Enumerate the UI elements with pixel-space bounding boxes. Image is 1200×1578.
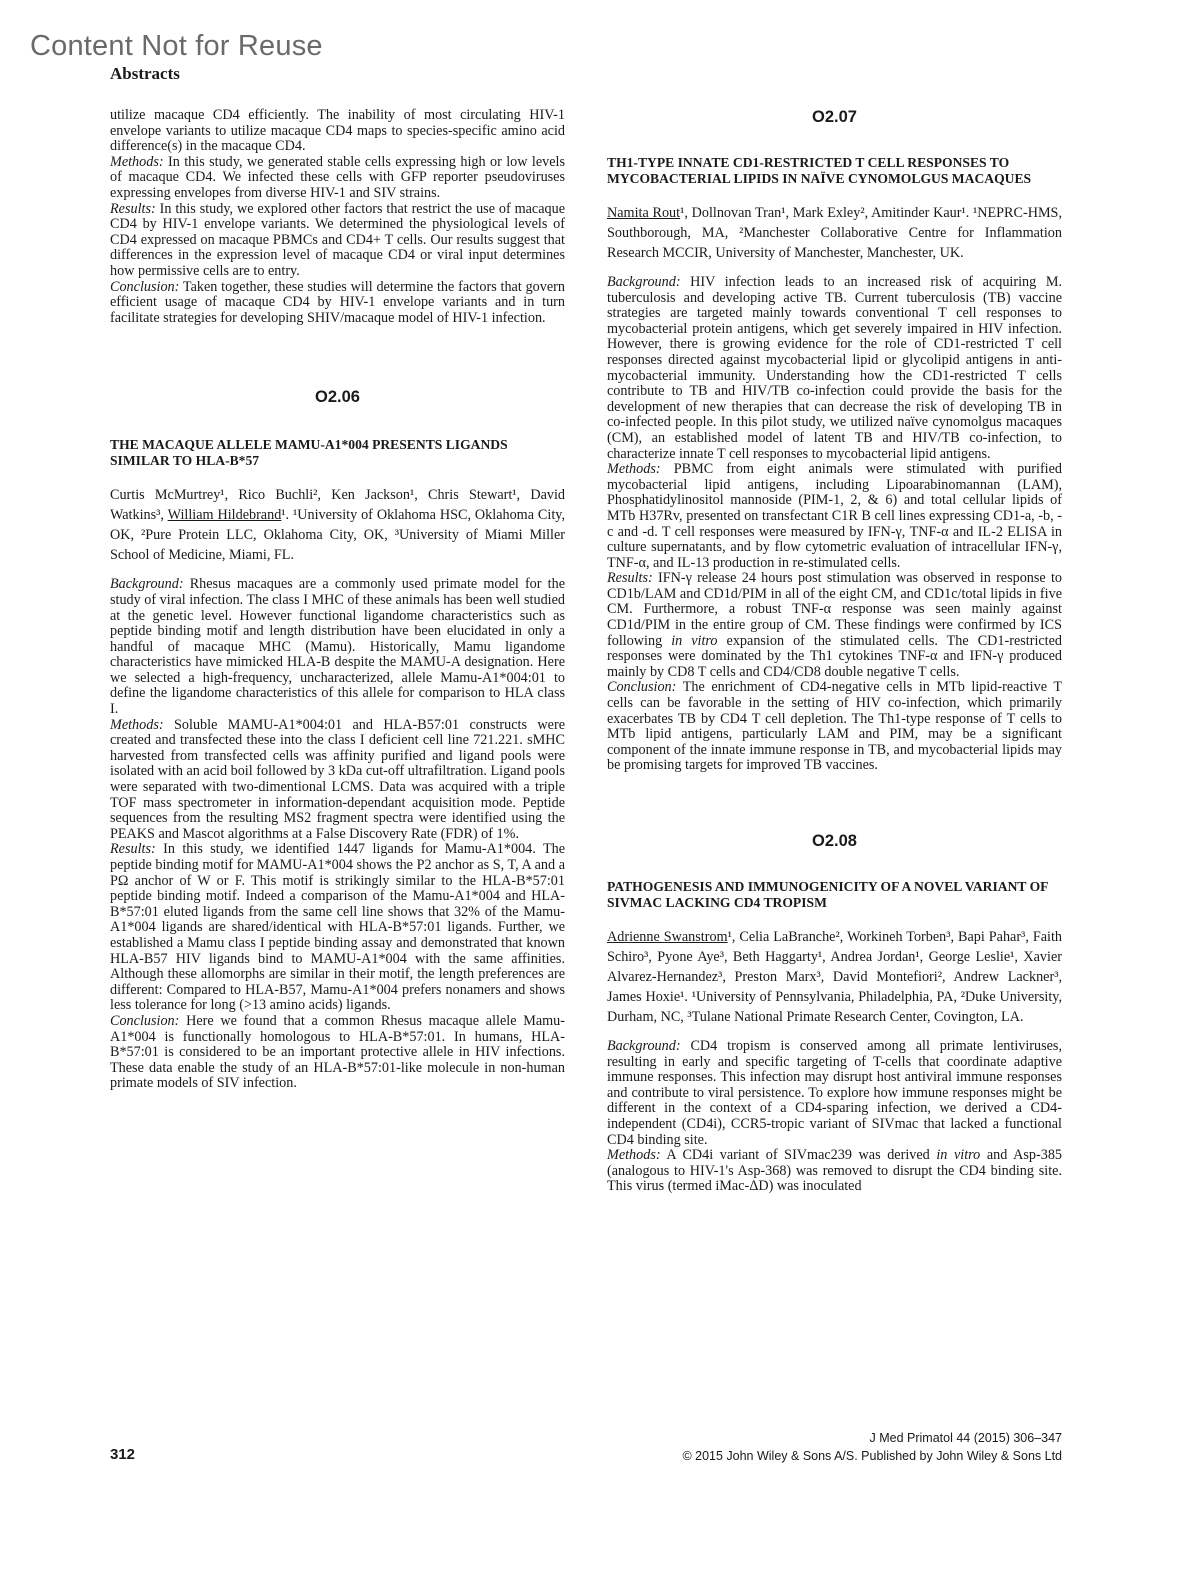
presenting-author: Namita Rout [607, 205, 681, 221]
background-text: HIV infection leads to an increased risk of acquiring M. tuberculosis and developing active TB. Current tuberculosis (TB) vaccine strategies are targeted mainly towards conventional T cell responses to mycobacterial protein antigens, which get severely impaired in HIV infection. However, there is growing evidence for the role of CD1-restricted T cell responses directed against mycobacterial lipid or glycolipid antigens in anti-mycobacterial immunity. Understanding how the CD1-restricted T cells contribute to TB and HIV/TB co-infection could provide the basis for the development of new therapies that can decrease the risk of developing TB in co-infected people. In this pilot study, we utilized naïve cynomolgus macaques (CM), an established model of latent TB and HIV/TB co-infection, to characterize innate T cell responses to mycobacterial lipid antigens. [607, 274, 1062, 462]
author-list [607, 203, 1062, 263]
methods-label: Methods: [607, 1147, 661, 1164]
results-text-continued: expansion of the stimulated cells. The CD1-restricted responses were dominated by the Th1 cytokines TNF-α and IFN-γ produced mainly by CD8 T cells and CD4/CD8 double negative T cells. [607, 632, 1063, 680]
author-list [110, 485, 565, 565]
methods-label: Methods: [607, 461, 661, 478]
authors-text: ¹, Dollnovan Tran¹, Mark Exley², Amitinder Kaur¹. ¹NEPRC-HMS, Southborough, MA, ²Manchester Collaborative Centre for Inflammation Research MCCIR, University of Manchester, Manchester, UK. [607, 205, 1062, 261]
results-label: Results: [110, 200, 156, 217]
abstract-title: TH1-TYPE INNATE CD1-RESTRICTED T CELL RESPONSES TO MYCOBACTERIAL LIPIDS IN NAÏVE CYNOMOLGUS MACAQUES [607, 155, 1032, 186]
abstract-title: PATHOGENESIS AND IMMUNOGENICITY OF A NOVEL VARIANT OF SIVMAC LACKING CD4 TROPISM [607, 879, 1048, 910]
abstract-id: O2.06 [315, 388, 360, 407]
author-list [607, 927, 1062, 1027]
abstract-body [110, 577, 565, 1092]
background-label: Background: [110, 576, 184, 593]
results-label: Results: [607, 570, 653, 587]
section-heading: Abstracts [110, 64, 180, 83]
continued-intro: utilize macaque CD4 efficiently. The inability of most circulating HIV-1 envelope variants to utilize macaque CD4 maps to species-specific amino acid difference(s) in the macaque CD4. [110, 107, 565, 155]
conclusion-text: The enrichment of CD4-negative cells in MTb lipid-reactive T cells can be favorable in the setting of HIV co-infection, which primarily exacerbates TB by CD4 T cell depletion. The Th1-type response of T cells to MTb lipid antigens, particularly LAM and PIM, may be a significant component of the innate immune response in TB, and mycobacterial lipids may be promising targets for improved TB vaccines. [607, 679, 1062, 774]
results-text: In this study, we explored other factors that restrict the use of macaque CD4 by HIV-1 envelope variants. We determined the physiological levels of CD4 expressed on macaque PBMCs and CD4+ T cells. Our results suggest that differences in the expression level of macaque CD4 or viral input determines how permissive cells are to entry. [110, 200, 565, 279]
abstract-id: O2.08 [812, 832, 857, 850]
abstract-body [607, 1039, 1062, 1195]
background-label: Background: [607, 274, 681, 290]
methods-text: A CD4i variant of SIVmac239 was derived [666, 1147, 930, 1164]
journal-reference: J Med Primatol 44 (2015) 306–347 [869, 1431, 1062, 1445]
continued-abstract [110, 108, 565, 326]
methods-text: Soluble MAMU-A1*004:01 and HLA-B57:01 constructs were created and transfected these into the class I deficient cell line 721.221. sMHC harvested from transfected cells was affinity purified and ligand pools were isolated with an acid boil followed by 3 kDa cut-off ultrafiltration. Ligand pools were separated with two-dimentional LCMS. Data was acquired with a triple TOF mass spectrometer in information-dependant acquisition mode. Peptide sequences from the resulting MS2 fragment spectra were identified using the PEAKS and Mascot algorithms at a False Discovery Rate (FDR) of 1%. [110, 716, 565, 842]
watermark: Content Not for Reuse [30, 30, 323, 62]
methods-text: In this study, we generated stable cells expressing high or low levels of macaque CD4. We infected these cells with GFP reporter pseudoviruses expressing envelopes from diverse HIV-1 and SIV strains. [110, 153, 565, 201]
abstract-id: O2.07 [812, 108, 857, 126]
conclusion-label: Conclusion: [110, 1012, 180, 1029]
methods-italic: in vitro [936, 1147, 981, 1164]
results-label: Results: [110, 841, 156, 858]
results-text: IFN-γ release 24 hours post stimulation was observed in response to CD1b/LAM and CD1d/PIM in all of the eight CM, and CD1c/total lipids in five CM. Furthermore, a robust TNF-α response was seen mainly against CD1d/PIM in the entire group of CM. These findings were confirmed by ICS following [607, 570, 1063, 649]
right-column [607, 108, 1062, 1195]
left-column [110, 108, 565, 1092]
conclusion-text: Taken together, these studies will determine the factors that govern efficient usage of macaque CD4 by HIV-1 envelope variants and in turn facilitate strategies for developing SHIV/macaque model of HIV-1 infection. [110, 278, 565, 326]
methods-label: Methods: [110, 153, 164, 170]
methods-label: Methods: [110, 716, 164, 733]
results-text: In this study, we identified 1447 ligands for Mamu-A1*004. The peptide binding motif for MAMU-A1*004 shows the P2 anchor as S, T, A and a PΩ anchor of W or F. This motif is strikingly similar to the HLA-B*57:01 peptide binding motif. Indeed a comparison of the Mamu-A1*004 and HLA-B*57:01 eluted ligands from the same cell line shows that 32% of the Mamu-A1*004 ligands are shared/identical with HLA-B*57:01 ligands. Further, we established a Mamu class I peptide binding assay and demonstrated that known HLA-B57 HIV ligands bind to MAMU-A1*004 with the same affinities. Although these allomorphs are similar in their motif, the length preferences are different: Compared to HLA-B57, Mamu-A1*004 prefers nonamers and shows less tolerance for long (>13 amino acids) ligands. [110, 841, 566, 1014]
conclusion-text: Here we found that a common Rhesus macaque allele Mamu-A1*004 is functionally homologous to HLA-B*57:01. In humans, HLA-B*57:01 is considered to be an important protective allele in HIV infections. These data enable the study of an HLA-B*57:01-like molecule in non-human primate models of SIV infection. [110, 1012, 566, 1092]
abstract-body [607, 275, 1062, 774]
methods-text-continued: and Asp-385 (analogous to HIV-1's Asp-368) was removed to disrupt the CD4 binding site. This virus (termed iMac-ΔD) was inoculated [607, 1147, 1063, 1195]
authors-text: ¹, Celia LaBranche², Workineh Torben³, Bapi Pahar³, Faith Schiro³, Pyone Aye³, Beth Haggarty¹, Andrea Jordan¹, George Leslie¹, Xavier Alvarez-Hernandez³, Preston Marx³, David Montefiori², Andrew Lackner³, James Hoxie¹. ¹University of Pennsylvania, Philadelphia, PA, ²Duke University, Durham, NC, ³Tulane National Primate Research Center, Covington, LA. [607, 929, 1062, 1025]
abstract-title: THE MACAQUE ALLELE MAMU-A1*004 PRESENTS LIGANDS SIMILAR TO HLA-B*57 [110, 437, 508, 469]
background-text: CD4 tropism is conserved among all primate lentiviruses, resulting in early and specific targeting of T-cells that coordinate adaptive immune responses. This infection may disrupt host antiviral immune responses and contribute to viral persistence. To explore how immune responses might be different in the context of a CD4-sparing infection, we derived a CD4-independent (CD4i), CCR5-tropic variant of SIVmac that lacked a functional CD4 binding site. [607, 1038, 1062, 1148]
results-italic: in vitro [671, 632, 718, 649]
background-text: Rhesus macaques are a commonly used primate model for the study of viral infection. The class I MHC of these animals has been well studied at the genetic level. However functional ligandome characteristics such as peptide binding motif and length distribution have been elucidated in only a handful of macaque MHC (Mamu). Historically, Mamu ligandome characteristics have mimicked HLA-B despite the MAMU-A designation. Here we selected a high-frequency, uncharacterized, allele Mamu-A1*004:01 to define the ligandome characteristics of this allele for comparison to HLA class I. [110, 576, 565, 718]
background-label: Background: [607, 1038, 681, 1054]
conclusion-label: Conclusion: [607, 679, 677, 696]
copyright-notice: © 2015 John Wiley & Sons A/S. Published by John Wiley & Sons Ltd [682, 1449, 1062, 1463]
presenting-author: Adrienne Swanstrom [607, 929, 728, 945]
affiliations-text: ¹. ¹University of Oklahoma HSC, Oklahoma City, OK, ²Pure Protein LLC, Oklahoma City, OK, ³University of Miami Miller School of Medicine, Miami, FL. [110, 507, 565, 564]
methods-text: PBMC from eight animals were stimulated with purified mycobacterial lipid antigens, including Lipoarabinomannan (LAM), Phosphatidylinositol mannoside (PIM-1, 2, & 6) and total cellular lipids of MTb H37Rv, presented on transfectant C1R B cell lines expressing CD1-a, -b, -c and -d. T cell responses were measured by IFN-γ, TNF-α and IL-2 ELISA in culture supernatants, and by flow cytometric evaluation of intracellular IFN-γ, TNF-α, and IL-13 production in re-stimulated cells. [607, 461, 1063, 571]
authors-text: Curtis McMurtrey¹, Rico Buchli², Ken Jackson¹, Chris Stewart¹, David Watkins³, [110, 487, 565, 524]
conclusion-label: Conclusion: [110, 278, 180, 295]
presenting-author: William Hildebrand [167, 507, 282, 524]
page-number: 312 [110, 1446, 136, 1463]
